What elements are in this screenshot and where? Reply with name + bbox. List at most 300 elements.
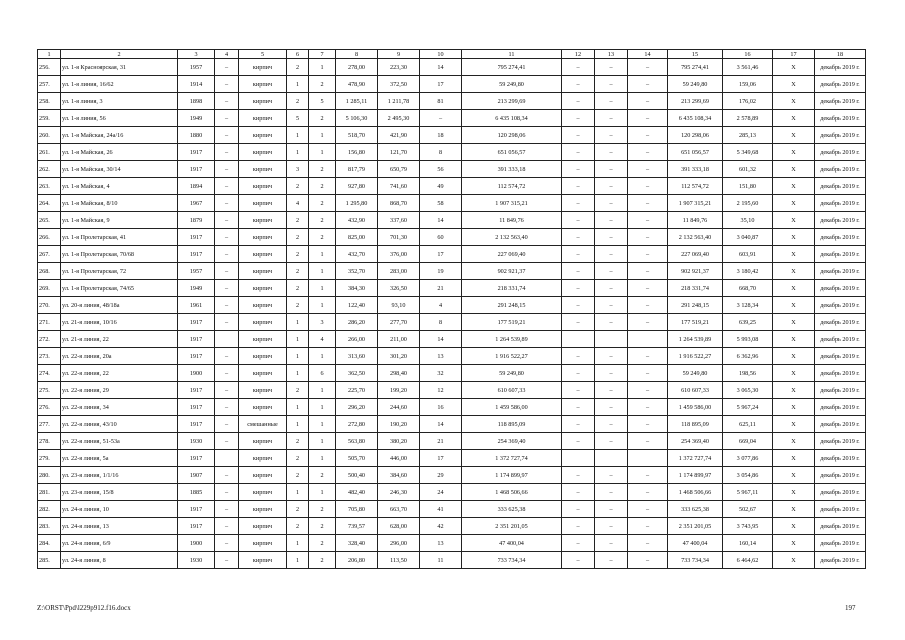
- column-header: 13: [595, 50, 628, 59]
- table-cell: –: [215, 382, 239, 399]
- table-cell: ул. 20-я линия, 48/18а: [61, 297, 178, 314]
- table-cell: 160,14: [723, 535, 773, 552]
- table-cell: –: [628, 314, 668, 331]
- table-cell: 2: [287, 212, 309, 229]
- table-cell: –: [628, 59, 668, 76]
- table-cell: –: [215, 246, 239, 263]
- table-cell: 1879: [178, 212, 215, 229]
- table-cell: 384,60: [378, 467, 420, 484]
- table-cell: –: [215, 161, 239, 178]
- table-cell: ул. 1-я Майская, 9: [61, 212, 178, 229]
- table-cell: декабрь 2019 г.: [815, 110, 866, 127]
- table-cell: 206,80: [336, 552, 378, 569]
- table-cell: ул. 24-я линия, 10: [61, 501, 178, 518]
- table-cell: 301,20: [378, 348, 420, 365]
- table-cell: ул. 24-я линия, 6/9: [61, 535, 178, 552]
- table-cell: кирпич: [239, 263, 287, 280]
- table-cell: 733 734,34: [462, 552, 562, 569]
- table-cell: 3 743,95: [723, 518, 773, 535]
- table-cell: 2: [287, 450, 309, 467]
- table-cell: 1949: [178, 280, 215, 297]
- table-cell: 93,10: [378, 297, 420, 314]
- table-cell: –: [595, 161, 628, 178]
- document-path: Z:\ORST\Ppd\l229p912.f16.docx: [37, 604, 131, 612]
- table-cell: –: [562, 518, 595, 535]
- table-cell: Х: [773, 348, 815, 365]
- table-cell: 254 369,40: [462, 433, 562, 450]
- table-cell: 610 607,33: [668, 382, 723, 399]
- table-cell: 1917: [178, 161, 215, 178]
- table-cell: 12: [420, 382, 462, 399]
- table-cell: 21: [420, 280, 462, 297]
- table-cell: 1: [287, 314, 309, 331]
- table-cell: 298,40: [378, 365, 420, 382]
- table-cell: 1917: [178, 399, 215, 416]
- table-cell: ул. 1-я Красноярская, 31: [61, 59, 178, 76]
- table-cell: 6 464,62: [723, 552, 773, 569]
- table-cell: –: [595, 246, 628, 263]
- table-cell: –: [562, 161, 595, 178]
- table-cell: декабрь 2019 г.: [815, 263, 866, 280]
- table-cell: 2: [287, 501, 309, 518]
- table-cell: кирпич: [239, 161, 287, 178]
- table-cell: –: [628, 382, 668, 399]
- table-cell: –: [562, 484, 595, 501]
- table-cell: –: [215, 76, 239, 93]
- table-row: [38, 552, 866, 569]
- table-cell: декабрь 2019 г.: [815, 93, 866, 110]
- table-cell: 6 362,96: [723, 348, 773, 365]
- table-cell: Х: [773, 76, 815, 93]
- register-table: [37, 49, 866, 569]
- table-cell: –: [215, 263, 239, 280]
- table-cell: –: [562, 416, 595, 433]
- table-cell: 380,20: [378, 433, 420, 450]
- table-cell: –: [562, 433, 595, 450]
- table-cell: 254 369,40: [668, 433, 723, 450]
- table-cell: 47 400,04: [462, 535, 562, 552]
- table-cell: Х: [773, 552, 815, 569]
- table-cell: 1: [309, 382, 336, 399]
- table-cell: 1: [309, 297, 336, 314]
- table-cell: кирпич: [239, 365, 287, 382]
- table-cell: 13: [420, 348, 462, 365]
- table-cell: декабрь 2019 г.: [815, 144, 866, 161]
- table-cell: 1900: [178, 365, 215, 382]
- table-cell: декабрь 2019 г.: [815, 450, 866, 467]
- table-cell: –: [562, 365, 595, 382]
- table-row: [38, 212, 866, 229]
- table-cell: –: [215, 178, 239, 195]
- table-cell: 446,00: [378, 450, 420, 467]
- table-cell: декабрь 2019 г.: [815, 484, 866, 501]
- table-cell: –: [595, 433, 628, 450]
- table-cell: 651 056,57: [668, 144, 723, 161]
- table-cell: –: [562, 144, 595, 161]
- table-cell: 3 561,46: [723, 59, 773, 76]
- table-row: [38, 76, 866, 93]
- table-cell: 268.: [38, 263, 61, 280]
- table-cell: 2: [287, 59, 309, 76]
- table-cell: 2 351 201,05: [462, 518, 562, 535]
- table-cell: 2: [309, 467, 336, 484]
- table-cell: 260.: [38, 127, 61, 144]
- table-cell: ул. 1-я Пролетарская, 74/65: [61, 280, 178, 297]
- table-cell: 817,79: [336, 161, 378, 178]
- table-cell: 4: [420, 297, 462, 314]
- table-cell: кирпич: [239, 229, 287, 246]
- table-cell: 1 372 727,74: [668, 450, 723, 467]
- table-cell: 651 056,57: [462, 144, 562, 161]
- table-cell: 384,30: [336, 280, 378, 297]
- table-cell: 1949: [178, 110, 215, 127]
- table-cell: 265.: [38, 212, 61, 229]
- table-cell: –: [562, 110, 595, 127]
- table-cell: ул. 1-я Майская, 24а/16: [61, 127, 178, 144]
- table-cell: 2: [309, 161, 336, 178]
- table-cell: 13: [420, 535, 462, 552]
- table-cell: 270.: [38, 297, 61, 314]
- table-cell: –: [215, 433, 239, 450]
- column-header: 4: [215, 50, 239, 59]
- table-cell: 1 916 522,27: [462, 348, 562, 365]
- table-cell: 372,50: [378, 76, 420, 93]
- table-cell: Х: [773, 297, 815, 314]
- table-cell: Х: [773, 518, 815, 535]
- table-cell: 273.: [38, 348, 61, 365]
- table-cell: кирпич: [239, 552, 287, 569]
- table-cell: Х: [773, 144, 815, 161]
- table-cell: 825,00: [336, 229, 378, 246]
- table-cell: 1: [309, 127, 336, 144]
- column-header: 7: [309, 50, 336, 59]
- table-cell: 610 607,33: [462, 382, 562, 399]
- table-cell: 1: [287, 484, 309, 501]
- table-cell: –: [562, 280, 595, 297]
- table-cell: 1 916 522,27: [668, 348, 723, 365]
- table-cell: 49: [420, 178, 462, 195]
- table-cell: –: [562, 552, 595, 569]
- column-header: 9: [378, 50, 420, 59]
- table-cell: кирпич: [239, 127, 287, 144]
- table-cell: 60: [420, 229, 462, 246]
- table-cell: 11 849,76: [462, 212, 562, 229]
- table-cell: –: [628, 552, 668, 569]
- table-cell: Х: [773, 416, 815, 433]
- table-cell: 113,50: [378, 552, 420, 569]
- table-cell: 1914: [178, 76, 215, 93]
- table-cell: 120 298,06: [462, 127, 562, 144]
- table-row: [38, 144, 866, 161]
- table-cell: 432,90: [336, 212, 378, 229]
- table-cell: 902 921,37: [462, 263, 562, 280]
- table-cell: 500,40: [336, 467, 378, 484]
- table-cell: 337,60: [378, 212, 420, 229]
- table-cell: 391 333,18: [668, 161, 723, 178]
- table-cell: –: [215, 314, 239, 331]
- table-cell: 1: [287, 144, 309, 161]
- table-cell: –: [628, 399, 668, 416]
- column-header: 17: [773, 50, 815, 59]
- table-cell: кирпич: [239, 450, 287, 467]
- table-cell: декабрь 2019 г.: [815, 501, 866, 518]
- table-cell: декабрь 2019 г.: [815, 195, 866, 212]
- column-header: 11: [462, 50, 562, 59]
- table-cell: 795 274,41: [668, 59, 723, 76]
- table-cell: кирпич: [239, 314, 287, 331]
- column-header: 5: [239, 50, 287, 59]
- table-cell: –: [628, 501, 668, 518]
- table-cell: 3 180,42: [723, 263, 773, 280]
- table-cell: 4: [287, 195, 309, 212]
- table-cell: 291 248,15: [462, 297, 562, 314]
- table-cell: 1917: [178, 331, 215, 348]
- table-cell: 246,30: [378, 484, 420, 501]
- table-cell: декабрь 2019 г.: [815, 348, 866, 365]
- table-cell: 478,90: [336, 76, 378, 93]
- table-cell: –: [215, 365, 239, 382]
- table-cell: 14: [420, 212, 462, 229]
- table-cell: 1917: [178, 144, 215, 161]
- table-cell: –: [562, 76, 595, 93]
- table-cell: –: [562, 59, 595, 76]
- table-cell: 1967: [178, 195, 215, 212]
- table-cell: 35,10: [723, 212, 773, 229]
- table-cell: 376,00: [378, 246, 420, 263]
- table-cell: 2: [309, 178, 336, 195]
- table-cell: Х: [773, 59, 815, 76]
- table-cell: 482,40: [336, 484, 378, 501]
- table-cell: –: [562, 195, 595, 212]
- column-header: 16: [723, 50, 773, 59]
- table-cell: 21: [420, 433, 462, 450]
- table-cell: 280.: [38, 467, 61, 484]
- table-cell: Х: [773, 246, 815, 263]
- table-cell: 663,70: [378, 501, 420, 518]
- table-row: [38, 178, 866, 195]
- table-cell: 284.: [38, 535, 61, 552]
- table-cell: ул. 23-я линия, 1/1/16: [61, 467, 178, 484]
- column-header: 10: [420, 50, 462, 59]
- table-cell: 177 519,21: [462, 314, 562, 331]
- table-cell: декабрь 2019 г.: [815, 297, 866, 314]
- table-cell: –: [628, 144, 668, 161]
- table-cell: 3 065,30: [723, 382, 773, 399]
- table-cell: 24: [420, 484, 462, 501]
- table-cell: –: [595, 110, 628, 127]
- table-cell: [562, 450, 595, 467]
- table-cell: 2 132 563,40: [668, 229, 723, 246]
- table-cell: 1 264 539,89: [462, 331, 562, 348]
- table-cell: –: [215, 297, 239, 314]
- table-cell: –: [595, 212, 628, 229]
- table-cell: 199,20: [378, 382, 420, 399]
- table-row: [38, 450, 866, 467]
- table-cell: 275.: [38, 382, 61, 399]
- table-cell: 296,20: [336, 399, 378, 416]
- table-cell: 625,11: [723, 416, 773, 433]
- table-cell: –: [628, 484, 668, 501]
- table-cell: 2: [287, 297, 309, 314]
- table-cell: 1907: [178, 467, 215, 484]
- table-cell: 1 459 586,00: [462, 399, 562, 416]
- table-cell: –: [420, 110, 462, 127]
- table-cell: Х: [773, 535, 815, 552]
- table-cell: ул. 24-я линия, 13: [61, 518, 178, 535]
- table-cell: 1: [309, 263, 336, 280]
- table-cell: 2: [287, 467, 309, 484]
- table-cell: Х: [773, 280, 815, 297]
- table-cell: –: [562, 314, 595, 331]
- table-cell: кирпич: [239, 59, 287, 76]
- table-body: [38, 59, 866, 569]
- table-cell: 313,60: [336, 348, 378, 365]
- table-cell: ул. 22-я линия, 51-53а: [61, 433, 178, 450]
- table-cell: –: [595, 144, 628, 161]
- table-cell: декабрь 2019 г.: [815, 280, 866, 297]
- table-cell: 2: [309, 212, 336, 229]
- table-cell: –: [628, 518, 668, 535]
- table-cell: 1: [309, 246, 336, 263]
- table-cell: –: [562, 399, 595, 416]
- table-cell: Х: [773, 195, 815, 212]
- table-cell: кирпич: [239, 484, 287, 501]
- table-cell: 56: [420, 161, 462, 178]
- table-cell: 112 574,72: [668, 178, 723, 195]
- table-cell: ул. 1-я Пролетарская, 70/68: [61, 246, 178, 263]
- table-cell: –: [595, 314, 628, 331]
- table-cell: 1: [287, 76, 309, 93]
- table-cell: –: [628, 93, 668, 110]
- table-cell: кирпич: [239, 144, 287, 161]
- table-cell: 1917: [178, 229, 215, 246]
- table-cell: 213 299,69: [668, 93, 723, 110]
- table-cell: 2 132 563,40: [462, 229, 562, 246]
- table-cell: Х: [773, 161, 815, 178]
- table-cell: 118 895,09: [462, 416, 562, 433]
- table-cell: Х: [773, 212, 815, 229]
- table-cell: 421,90: [378, 127, 420, 144]
- table-cell: декабрь 2019 г.: [815, 178, 866, 195]
- table-cell: –: [595, 535, 628, 552]
- table-cell: 669,04: [723, 433, 773, 450]
- table-cell: декабрь 2019 г.: [815, 229, 866, 246]
- table-cell: 1 907 315,21: [462, 195, 562, 212]
- table-cell: 286,20: [336, 314, 378, 331]
- table-cell: 218 331,74: [668, 280, 723, 297]
- table-cell: 333 625,38: [462, 501, 562, 518]
- table-cell: –: [595, 76, 628, 93]
- table-cell: кирпич: [239, 76, 287, 93]
- table-row: [38, 467, 866, 484]
- table-cell: 1880: [178, 127, 215, 144]
- table-cell: 244,60: [378, 399, 420, 416]
- table-cell: декабрь 2019 г.: [815, 127, 866, 144]
- table-row: [38, 127, 866, 144]
- table-cell: 505,70: [336, 450, 378, 467]
- table-cell: –: [215, 110, 239, 127]
- table-cell: –: [595, 59, 628, 76]
- column-header: 1: [38, 50, 61, 59]
- table-cell: 177 519,21: [668, 314, 723, 331]
- table-cell: 58: [420, 195, 462, 212]
- table-row: [38, 382, 866, 399]
- table-cell: 281.: [38, 484, 61, 501]
- table-cell: –: [215, 348, 239, 365]
- table-cell: [215, 331, 239, 348]
- table-cell: 739,57: [336, 518, 378, 535]
- table-cell: –: [628, 195, 668, 212]
- table-cell: кирпич: [239, 433, 287, 450]
- table-cell: 2: [287, 382, 309, 399]
- table-cell: Х: [773, 467, 815, 484]
- table-cell: 6 435 108,34: [462, 110, 562, 127]
- table-cell: 296,00: [378, 535, 420, 552]
- table-cell: Х: [773, 484, 815, 501]
- table-cell: 1 907 315,21: [668, 195, 723, 212]
- table-cell: 8: [420, 314, 462, 331]
- table-cell: 601,32: [723, 161, 773, 178]
- table-cell: 6 435 108,34: [668, 110, 723, 127]
- column-header: 3: [178, 50, 215, 59]
- table-cell: 328,40: [336, 535, 378, 552]
- table-cell: –: [595, 263, 628, 280]
- table-cell: 2: [309, 76, 336, 93]
- table-row: [38, 195, 866, 212]
- table-cell: 391 333,18: [462, 161, 562, 178]
- table-cell: кирпич: [239, 518, 287, 535]
- table-cell: –: [215, 93, 239, 110]
- table-cell: Х: [773, 450, 815, 467]
- table-cell: ул. 22-я линия, 5а: [61, 450, 178, 467]
- table-cell: 18: [420, 127, 462, 144]
- table-cell: –: [215, 552, 239, 569]
- table-row: [38, 280, 866, 297]
- table-cell: 3: [287, 161, 309, 178]
- table-cell: 274.: [38, 365, 61, 382]
- table-cell: 1: [309, 416, 336, 433]
- table-cell: 1: [309, 348, 336, 365]
- table-cell: –: [628, 297, 668, 314]
- table-cell: –: [595, 229, 628, 246]
- table-cell: 176,02: [723, 93, 773, 110]
- table-cell: –: [628, 229, 668, 246]
- table-cell: 1: [287, 365, 309, 382]
- table-cell: 159,06: [723, 76, 773, 93]
- table-cell: 264.: [38, 195, 61, 212]
- table-cell: 41: [420, 501, 462, 518]
- table-cell: –: [628, 212, 668, 229]
- table-cell: 326,50: [378, 280, 420, 297]
- table-row: [38, 331, 866, 348]
- table-cell: –: [215, 535, 239, 552]
- table-cell: 14: [420, 59, 462, 76]
- table-cell: 5: [287, 110, 309, 127]
- table-cell: 81: [420, 93, 462, 110]
- table-cell: 266.: [38, 229, 61, 246]
- table-cell: –: [215, 195, 239, 212]
- table-cell: –: [595, 178, 628, 195]
- table-cell: декабрь 2019 г.: [815, 518, 866, 535]
- table-cell: 5 993,08: [723, 331, 773, 348]
- table-cell: ул. 22-я линия, 20а: [61, 348, 178, 365]
- table-cell: ул. 22-я линия, 43/10: [61, 416, 178, 433]
- table-cell: кирпич: [239, 93, 287, 110]
- table-cell: 650,79: [378, 161, 420, 178]
- table-cell: 218 331,74: [462, 280, 562, 297]
- table-cell: 156,80: [336, 144, 378, 161]
- table-cell: 2: [309, 552, 336, 569]
